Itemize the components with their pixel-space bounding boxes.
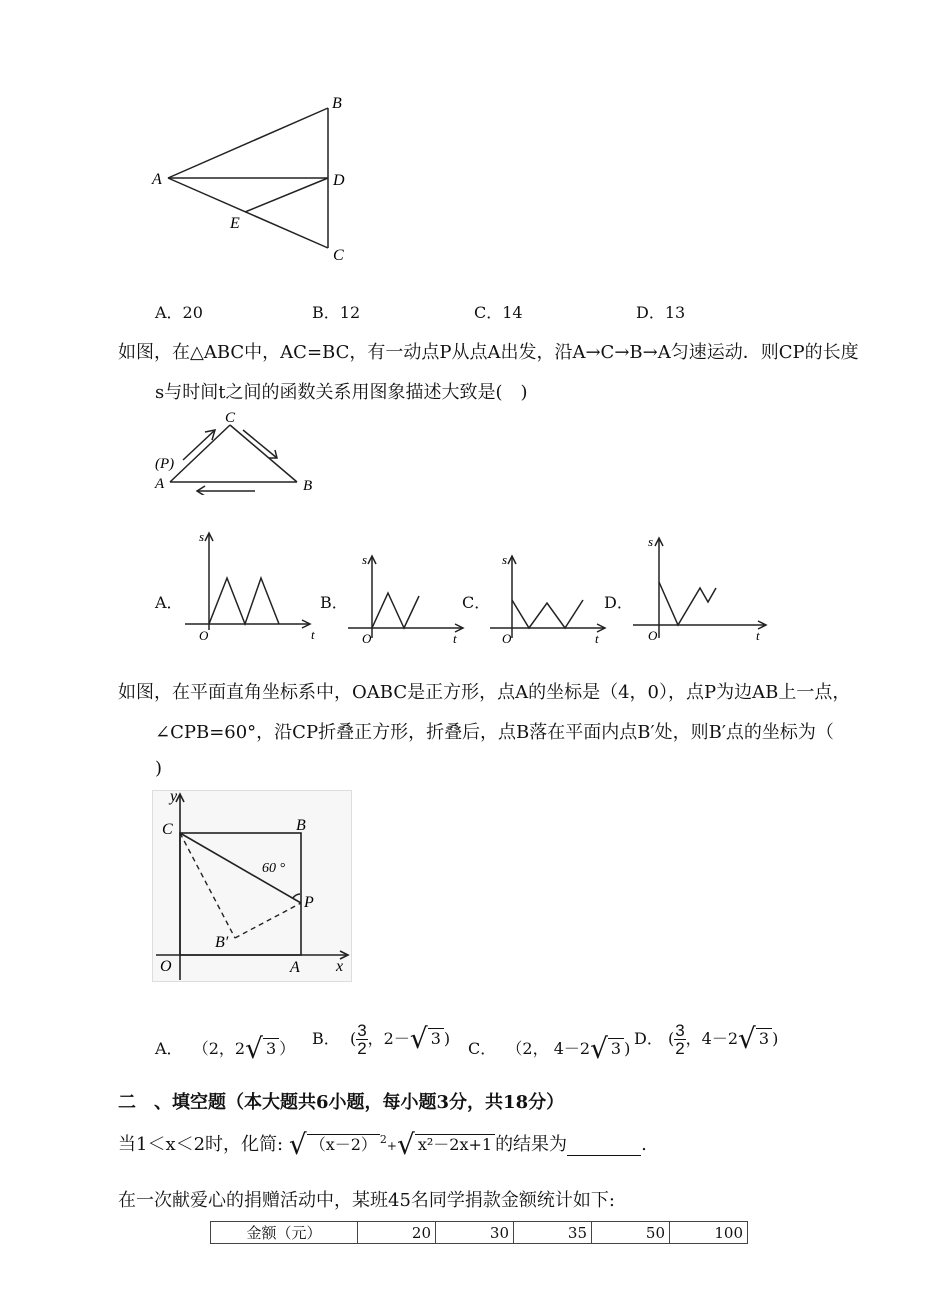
label-x: x: [336, 958, 344, 975]
svg-text:s: s: [648, 534, 654, 549]
q-donation-text: 在一次献爱心的捐赠活动中，某班45名同学捐款金额统计如下:: [118, 1190, 615, 1211]
label-a: A: [290, 959, 300, 976]
square-fold-figure: [152, 790, 352, 982]
answer-blank[interactable]: [567, 1137, 641, 1156]
fold-option-b: B． ( $\frac{3}{2}$ ，2－√ 3 ): [312, 1021, 451, 1058]
cp-option-d-label: D．: [604, 593, 633, 612]
svg-text:O: O: [362, 631, 372, 643]
svg-text:O: O: [648, 628, 658, 643]
prev-option-d: D．13: [636, 303, 686, 322]
svg-text:s: s: [362, 552, 368, 567]
label-b: B: [332, 95, 342, 112]
svg-text:s: s: [502, 552, 508, 567]
svg-text:s: s: [199, 529, 205, 544]
label-a: A: [155, 476, 165, 492]
svg-text:t: t: [756, 628, 760, 643]
svg-text:O: O: [199, 628, 209, 643]
q-cp-line1: 如图，在△ABC中，AC=BC，有一动点P从点A出发，沿A→C→B→A匀速运动．则CP的长度: [118, 342, 859, 363]
graph-option-b: [345, 548, 470, 643]
svg-text:t: t: [453, 631, 457, 643]
label-b: B: [303, 478, 313, 494]
cp-option-c-label: C．: [462, 593, 491, 612]
label-c: C: [333, 247, 344, 264]
table-cell: 35: [514, 1222, 592, 1244]
label-b: B: [296, 817, 306, 834]
section-heading: 二 、填空题（本大题共6小题，每小题3分，共18分）: [118, 1092, 565, 1113]
graph-option-c: [487, 548, 612, 643]
q-fold-line1: 如图，在平面直角坐标系中，OABC是正方形，点A的坐标是（4，0），点P为边AB上一点，: [118, 682, 851, 703]
cp-option-b-label: B．: [320, 593, 348, 612]
table-cell: 100: [670, 1222, 748, 1244]
prev-option-a: A．20: [155, 303, 203, 322]
label-d: D: [333, 172, 345, 189]
graph-option-d: [628, 530, 773, 645]
q-cp-line2: s与时间t之间的函数关系用图象描述大致是( ): [155, 382, 528, 403]
donation-table: [210, 1221, 748, 1244]
label-angle: 60 °: [262, 861, 286, 876]
triangle-figure-abdc: [140, 90, 360, 270]
label-a: A: [152, 171, 162, 188]
cp-option-a-label: A．: [155, 593, 183, 612]
table-cell: 50: [592, 1222, 670, 1244]
svg-text:t: t: [311, 627, 315, 642]
prev-option-b: B．12: [312, 303, 361, 322]
q-fold-line3: ): [155, 758, 163, 779]
label-o: O: [160, 958, 172, 975]
fold-option-a: A． （2，2√ 3 ）: [155, 1032, 296, 1065]
label-p: (P): [155, 456, 175, 472]
table-header: 金额（元）: [211, 1222, 358, 1244]
fold-option-d: D． ( $\frac{3}{2}$ ，4－2√ 3 ): [634, 1021, 779, 1058]
svg-text:t: t: [595, 631, 599, 643]
table-cell: 30: [436, 1222, 514, 1244]
label-bprime: B′: [215, 934, 229, 951]
triangle-figure-acb: [145, 410, 335, 495]
table-cell: 20: [358, 1222, 436, 1244]
label-c: C: [162, 821, 173, 838]
graph-option-a: [175, 525, 320, 643]
table-row: [211, 1222, 748, 1244]
prev-option-c: C．14: [474, 303, 523, 322]
label-e: E: [230, 215, 240, 232]
svg-text:O: O: [502, 631, 512, 643]
q-simplify: 当1＜x＜2时，化简: √ （x－2） $^2$+√ x²－2x+1 的结果为 .: [118, 1128, 647, 1161]
label-y: y: [170, 790, 178, 805]
label-c: C: [225, 410, 236, 426]
q-fold-line2: ∠CPB=60°，沿CP折叠正方形，折叠后，点B落在平面内点B′处，则B′点的坐标为（: [155, 722, 834, 743]
fold-option-c: C． （2， 4－2√ 3 ): [468, 1032, 631, 1065]
label-p: P: [304, 894, 314, 911]
